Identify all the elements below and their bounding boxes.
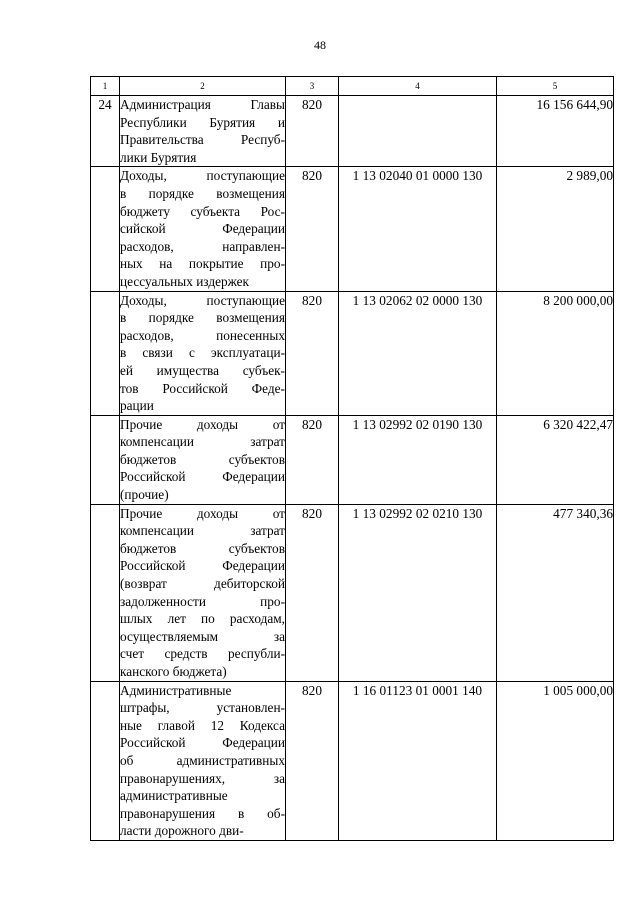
description-line: Доходы, поступающие (120, 292, 285, 308)
amount: 1 005 000,00 (497, 681, 614, 840)
column-header-3: 3 (286, 77, 339, 96)
row-description (120, 167, 286, 291)
admin-code: 820 (286, 681, 339, 840)
description-line: ные главой 12 Кодекса (120, 717, 285, 733)
description-line: Российской Федерации (120, 558, 285, 574)
description-line: шлых лет по расходам, (120, 611, 285, 627)
description-line: ласти дорожного дви- (120, 823, 244, 839)
amount: 8 200 000,00 (497, 291, 614, 415)
admin-code: 820 (286, 504, 339, 681)
description-line: компенсации затрат (120, 523, 285, 539)
row-description (120, 96, 286, 167)
description-line: (возврат дебиторской (120, 576, 285, 592)
description-line: задолженности про- (120, 593, 285, 609)
description-line: счет средств республи- (120, 646, 285, 662)
description-line: штрафы, установлен- (120, 700, 285, 716)
admin-code: 820 (286, 415, 339, 504)
description-line: в связи с эксплуатаци- (120, 345, 285, 361)
description-line: правонарушения в об- (120, 805, 285, 821)
description-line: правонарушениях, за (120, 770, 285, 786)
amount: 6 320 422,47 (497, 415, 614, 504)
table-row (91, 504, 614, 681)
amount: 2 989,00 (497, 167, 614, 291)
column-header-2: 2 (120, 77, 286, 96)
row-description (120, 291, 286, 415)
budget-classification-code: 1 16 01123 01 0001 140 (339, 681, 497, 840)
description-line: бюджету субъекта Рос- (120, 203, 285, 219)
description-line: компенсации затрат (120, 434, 285, 450)
description-line: в порядке возмещения (120, 310, 285, 326)
description-line: Административные (120, 682, 232, 698)
description-line: Доходы, поступающие (120, 168, 285, 184)
admin-code: 820 (286, 291, 339, 415)
description-line: лики Бурятия (120, 149, 197, 165)
description-line: цессуальных издержек (120, 273, 250, 289)
description-line: сийской Федерации (120, 221, 285, 237)
description-line: Прочие доходы от (120, 416, 285, 432)
description-line: бюджетов субъектов (120, 451, 285, 467)
description-line: расходов, направлен- (120, 238, 285, 254)
column-header-5: 5 (497, 77, 614, 96)
description-line: тов Российской Феде- (120, 380, 285, 396)
amount: 16 156 644,90 (497, 96, 614, 167)
description-line: рации (120, 398, 154, 414)
description-line: ных на покрытие про- (120, 256, 285, 272)
description-line: об административных (120, 752, 285, 768)
row-number (91, 167, 120, 291)
budget-classification-code: 1 13 02040 01 0000 130 (339, 167, 497, 291)
page-number: 48 (314, 38, 326, 52)
row-number (91, 291, 120, 415)
row-number (91, 681, 120, 840)
description-line: административные (120, 788, 228, 804)
table-body (91, 96, 614, 841)
column-header-4: 4 (339, 77, 497, 96)
table-row (91, 167, 614, 291)
row-number: 24 (91, 96, 120, 167)
table-row (91, 291, 614, 415)
admin-code: 820 (286, 96, 339, 167)
description-line: Российской Федерации (120, 469, 285, 485)
description-line: Правительства Респуб- (120, 132, 285, 148)
description-line: осуществляемым за (120, 628, 285, 644)
budget-classification-code: 1 13 02992 02 0190 130 (339, 415, 497, 504)
description-line: Республики Бурятия и (120, 114, 285, 130)
budget-classification-code (339, 96, 497, 167)
description-line: расходов, понесенных (120, 327, 285, 343)
column-header-1: 1 (91, 77, 120, 96)
header-row (91, 77, 614, 96)
row-description (120, 681, 286, 840)
description-line: бюджетов субъектов (120, 540, 285, 556)
description-line: ей имущества субъек- (120, 362, 285, 378)
table-row (91, 96, 614, 167)
admin-code: 820 (286, 167, 339, 291)
budget-classification-code: 1 13 02062 02 0000 130 (339, 291, 497, 415)
description-line: Администрация Главы (120, 97, 285, 112)
budget-table (90, 76, 614, 841)
description-line: (прочие) (120, 487, 169, 503)
row-number (91, 415, 120, 504)
row-number (91, 504, 120, 681)
description-line: в порядке возмещения (120, 185, 285, 201)
budget-classification-code: 1 13 02992 02 0210 130 (339, 504, 497, 681)
description-line: канского бюджета) (120, 664, 227, 679)
table-row (91, 415, 614, 504)
row-description (120, 415, 286, 504)
description-line: Прочие доходы от (120, 505, 285, 521)
description-line: Российской Федерации (120, 735, 285, 751)
amount: 477 340,36 (497, 504, 614, 681)
table-row (91, 681, 614, 840)
row-description (120, 504, 286, 681)
